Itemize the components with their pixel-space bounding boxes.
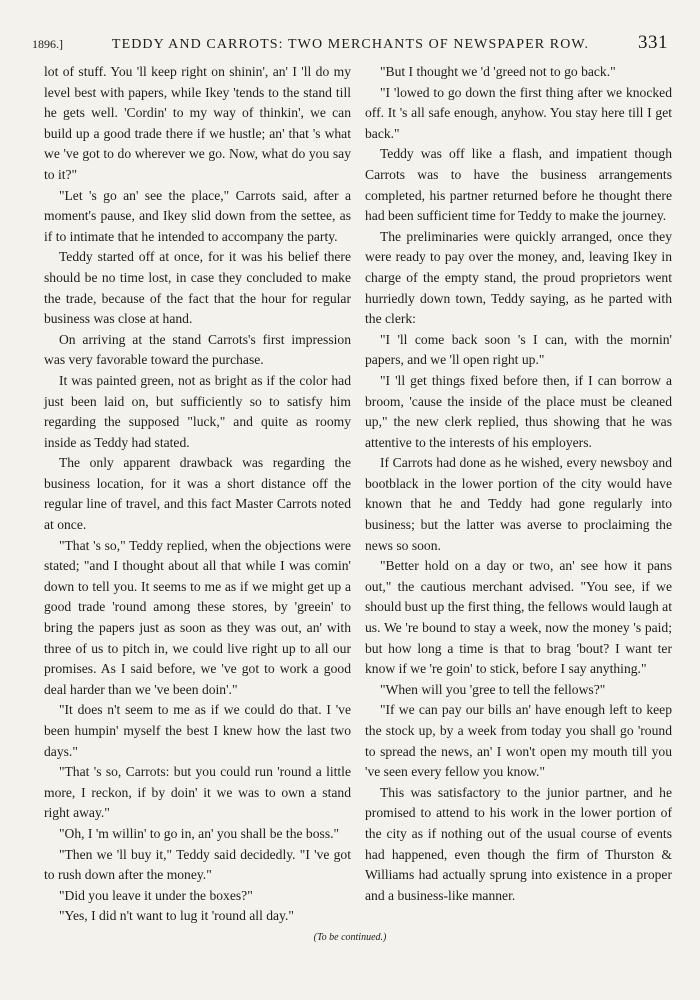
- paragraph: Teddy started off at once, for it was his belief there should be no time lost, in case they concluded to make the trade, because of the fact that the hour for regular business was close at hand.: [44, 249, 351, 327]
- paragraph: "It does n't seem to me as if we could do that. I 've been humpin' myself the best I knew how the last two days.": [44, 702, 351, 759]
- running-header: [32, 32, 668, 54]
- paragraph: It was painted green, not as bright as if the color had just been laid on, but sufficiently so to satisfy him regarding the supposed "luck," and quite as roomy inside as Teddy had stated.: [44, 372, 351, 450]
- paragraph: "I 'lowed to go down the first thing after we knocked off. It 's all safe enough, anyhow. You stay here till I get back.": [365, 84, 672, 141]
- left-column: [44, 62, 351, 927]
- paragraph: "When will you 'gree to tell the fellows?": [379, 681, 606, 697]
- paragraph: "But I thought we 'd 'greed not to go back.": [379, 64, 616, 79]
- paragraph: "Let 's go an' see the place," Carrots said, after a moment's pause, and Ikey slid down from the settee, as if to intimate that he intended to accompany the party.: [44, 187, 351, 244]
- paragraph: On arriving at the stand Carrots's first impression was very favorable toward the purchase.: [44, 331, 351, 368]
- paragraph: "Oh, I 'm willin' to go in, an' you shall be the boss.": [58, 825, 340, 841]
- paragraph: "That 's so, Carrots: but you could run 'round a little more, I reckon, if by doin' it we was to own a stand right away.": [44, 764, 351, 821]
- paragraph: Teddy was off like a flash, and impatient though Carrots was to have the business arrangements completed, his partner returned before he thought there had been sufficient time for Teddy to make the journey.: [365, 146, 672, 224]
- text-columns: [0, 62, 700, 932]
- paragraph: "Then we 'll buy it," Teddy said decidedly. "I 've got to rush down after the money.": [44, 846, 351, 883]
- paragraph: "Did you leave it under the boxes?": [58, 887, 253, 903]
- to-be-continued-note: (To be continued.): [313, 932, 387, 943]
- paragraph: "I 'll get things fixed before then, if I can borrow a broom, 'cause the inside of the place must be cleaned up," the new clerk replied, thus showing that he was attentive to the interests of his employers.: [365, 372, 672, 450]
- page-number: 331: [637, 32, 668, 53]
- header-title: TEDDY AND CARROTS: TWO MERCHANTS OF NEWSPAPER ROW.: [111, 37, 590, 52]
- paragraph: This was satisfactory to the junior partner, and he promised to attend to his work in the lower portion of the city as if nothing out of the usual course of events had happened, even though the firm of Thurston & Williams had actually sprung into existence in a proper and a business-like manner.: [365, 784, 672, 903]
- paragraph: The preliminaries were quickly arranged, once they were ready to pay over the money, and, leaving Ikey in charge of the empty stand, the proud proprietors went hurriedly down town, Teddy saying, as he parted with the clerk:: [365, 228, 672, 327]
- paragraph: lot of stuff. You 'll keep right on shinin', an' I 'll do my level best with papers, while Ikey 'tends to the stand till he gets well. 'Cordin' to my way of thinkin', we can build up a good trade there if we hustle; an' that 's what we 've got to do wherever we go. Now, what do you say to it?": [44, 64, 351, 182]
- paragraph: "If we can pay our bills an' have enough left to keep the stock up, by a week from today you shall go 'round to spread the news, an' I won't open my mouth till you 've seen every fellow you know.": [365, 702, 672, 780]
- paragraph: The only apparent drawback was regarding the business location, for it was a short distance off the regular line of travel, and this fact Master Carrots noted at once.: [44, 455, 351, 533]
- header-year: 1896.]: [32, 37, 63, 51]
- paragraph: "That 's so," Teddy replied, when the objections were stated; "and I thought about all that while I was comin' down to tell you. It seems to me as if we might get up a good trade 'round among these stores, by 'greein' to bring the papers just as soon as they was out, an' with three of us to pitch in, we could live right up to all our promises. As I said before, we 've got to work a good deal harder than we 've been doin'.": [44, 537, 351, 697]
- paragraph: "I 'll come back soon 's I can, with the mornin' papers, and we 'll open right up.": [365, 331, 672, 368]
- paragraph: If Carrots had done as he wished, every newsboy and bootblack in the lower portion of the city would have known that he and Teddy had gone regularly into business; but the latter was averse to proclaiming the news so soon.: [365, 455, 672, 553]
- paragraph: "Better hold on a day or two, an' see how it pans out," the cautious merchant advised. "You see, if we should bust up the first thing, the fellows would laugh at us. We 're bound to stay a week, now the money 's paid; but how long a time is that to brag 'bout? I want ter know if we 're goin' to stick, before I say anything.": [365, 558, 672, 677]
- paragraph: "Yes, I did n't want to lug it 'round all day.": [58, 908, 294, 924]
- right-column: [365, 62, 672, 906]
